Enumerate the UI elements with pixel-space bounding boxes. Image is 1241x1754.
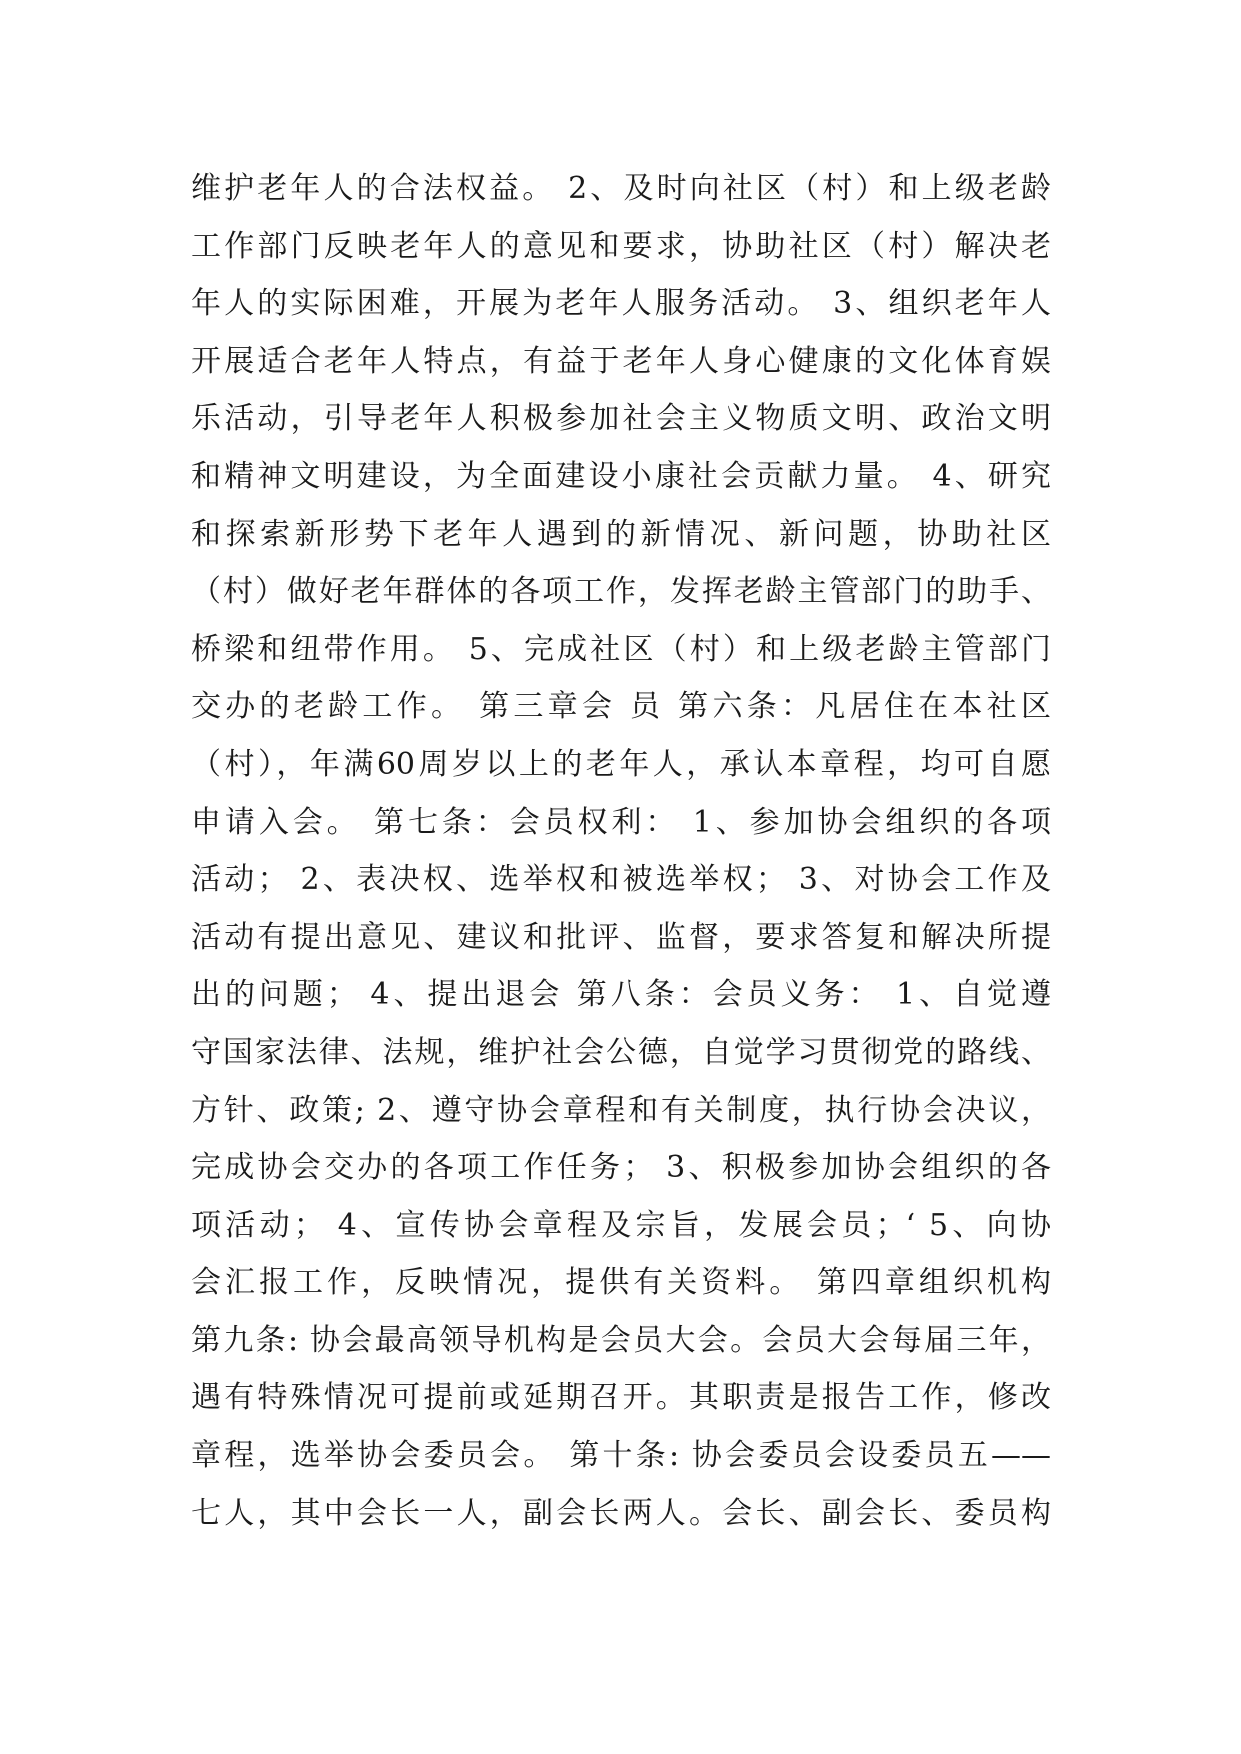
text-line: 乐活动，引导老年人积极参加社会主义物质文明、政治文明 xyxy=(191,401,1051,437)
text-line: 年人的实际困难，开展为老年人服务活动。 3、组织老年人 xyxy=(191,286,1051,322)
text-line: 出的问题； 4、提出退会 第八条：会员义务： 1、自觉遵 xyxy=(191,977,1051,1013)
text-line: 工作部门反映老年人的意见和要求，协助社区（村）解决老 xyxy=(191,228,1051,264)
text-line: 第九条: 协会最高领导机构是会员大会。会员大会每届三年， xyxy=(191,1322,1051,1358)
text-line: 章程，选举协会委员会。 第十条: 协会委员会设委员五—— xyxy=(191,1438,1051,1474)
text-line: 和探索新形势下老年人遇到的新情况、新问题，协助社区 xyxy=(191,516,1051,552)
text-line: 维护老年人的合法权益。 2、及时向社区（村）和上级老龄 xyxy=(191,171,1051,206)
text-line: 项活动； 4、宣传协会章程及宗旨，发展会员；‘ 5、向协 xyxy=(191,1207,1051,1243)
text-line: 活动； 2、表决权、选举权和被选举权； 3、对协会工作及 xyxy=(191,862,1051,898)
text-line: （村）做好老年群体的各项工作，发挥老龄主管部门的助手、 xyxy=(191,574,1051,610)
text-line: 和精神文明建设，为全面建设小康社会贡献力量。 4、研究 xyxy=(191,458,1051,494)
text-line: （村），年满60周岁以上的老年人，承认本章程，均可自愿 xyxy=(191,746,1051,782)
text-line: 活动有提出意见、建议和批评、监督，要求答复和解决所提 xyxy=(191,919,1051,955)
text-line: 遇有特殊情况可提前或延期召开。其职责是报告工作，修改 xyxy=(191,1380,1051,1416)
text-line: 七人，其中会长一人，副会长两人。会长、副会长、委员构 xyxy=(191,1495,1051,1531)
text-line: 桥梁和纽带作用。 5、完成社区（村）和上级老龄主管部门 xyxy=(191,631,1051,667)
text-line: 方针、政策; 2、遵守协会章程和有关制度，执行协会决议， xyxy=(191,1092,1051,1128)
text-line: 开展适合老年人特点，有益于老年人身心健康的文化体育娱 xyxy=(191,343,1051,379)
text-line: 交办的老龄工作。 第三章会 员 第六条：凡居住在本社区 xyxy=(191,689,1051,725)
text-line: 守国家法律、法规，维护社会公德，自觉学习贯彻党的路线、 xyxy=(191,1034,1051,1070)
text-line: 完成协会交办的各项工作任务； 3、积极参加协会组织的各 xyxy=(191,1150,1051,1186)
text-line: 会汇报工作，反映情况，提供有关资料。 第四章组织机构 xyxy=(191,1265,1051,1301)
text-line: 申请入会。 第七条：会员权利： 1、参加协会组织的各项 xyxy=(191,804,1051,840)
body-text xyxy=(191,160,1051,1542)
